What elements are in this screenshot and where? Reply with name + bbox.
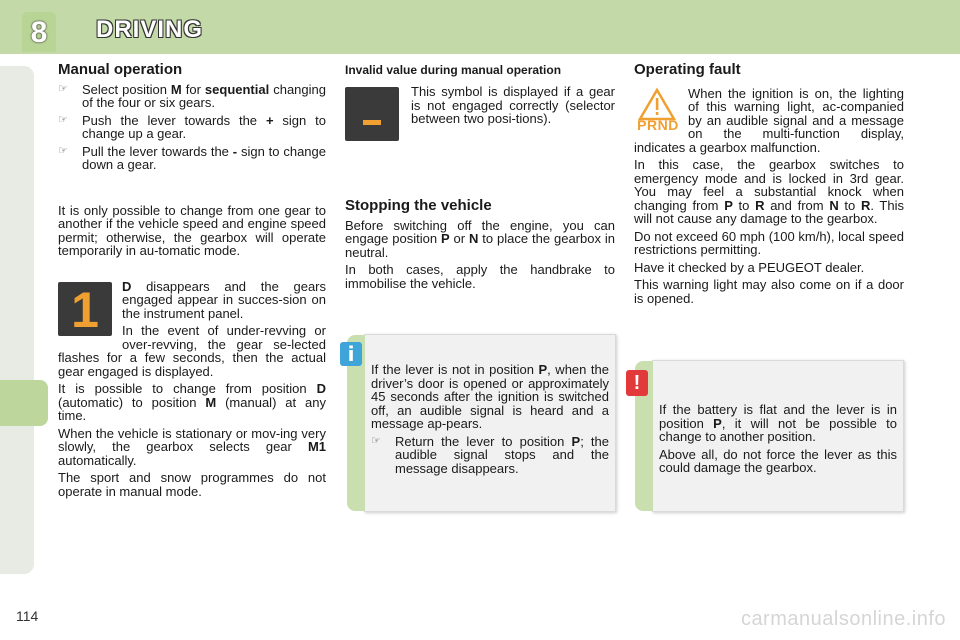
pointer-hand-icon: ☞ — [58, 82, 68, 95]
stationary-paragraph: When the vehicle is stationary or mov-ing very slowly, the gearbox selects gear M1 automatically. — [58, 425, 326, 468]
list-item: ☞ Push the lever towards the + sign to change up a gear. — [58, 112, 327, 141]
d-to-m-paragraph: It is possible to change from position D (automatic) to position M (manual) at any time. — [58, 381, 326, 423]
sport-snow-paragraph: The sport and snow programmes do not operate in manual mode. — [58, 470, 326, 499]
manual-operation-heading: Manual operation — [58, 61, 183, 78]
warning-note-box — [652, 360, 904, 512]
warning-icon: ! — [626, 370, 648, 396]
prnd-label: PRND — [637, 116, 679, 133]
gear-display-block — [58, 280, 326, 379]
list-item: ☞ Pull the lever towards the - sign to change down a gear. — [58, 143, 326, 172]
list-item: ☞ Select position M for sequential changing of the four or six gears. — [58, 81, 326, 110]
gear-change-paragraph: It is only possible to change from one gear to another if the vehicle speed and engine speed permit; otherwise, the gearbox will operate temporarily in au-tomatic mode. — [58, 202, 326, 258]
info-note-box — [364, 334, 616, 512]
info-note-paragraph: If the lever is not in position P, when the driver’s door is opened or approximately 45 seconds after the ignition is switched off, an audible signal is heard and a message ap-pears. — [371, 362, 609, 431]
invalid-value-block — [345, 85, 615, 126]
warning-note-paragraph-2: Above all, do not force the lever as this could damage the gearbox. — [659, 446, 897, 475]
watermark: carmanualsonline.info — [740, 608, 946, 630]
gear-one-digit: 1 — [71, 281, 99, 338]
pointer-hand-icon: ☞ — [371, 434, 381, 447]
fault-block — [634, 87, 904, 155]
pointer-hand-icon: ☞ — [58, 144, 68, 157]
invalid-gear-icon — [345, 87, 399, 141]
pointer-hand-icon: ☞ — [58, 113, 68, 126]
warning-note-paragraph-1: If the battery is flat and the lever is in position P, it will not be possible to change to another position. — [659, 402, 898, 444]
stopping-heading: Stopping the vehicle — [345, 197, 492, 214]
revving-paragraph: In the event of under-revving or over-revving, the gear se-lected flashes for a few seconds, then the actual gear engaged is displayed. — [58, 323, 326, 379]
operating-fault-heading: Operating fault — [634, 61, 741, 78]
info-icon: i — [340, 342, 362, 366]
d-disappears-paragraph: D disappears and the gears engaged appear in succes-sion on the instrument panel. — [122, 278, 326, 321]
page-number: 114 — [16, 608, 39, 624]
stopping-paragraph-1: Before switching off the engine, you can engage position P or N to place the gearbox in neutral. — [345, 217, 615, 260]
middle-column — [345, 64, 615, 294]
side-margin-strip — [0, 66, 34, 574]
fault-paragraph-4: Have it checked by a PEUGEOT dealer. — [634, 259, 865, 275]
fault-paragraph-2: In this case, the gearbox switches to emergency mode and is locked in 3rd gear. You may feel a substantial knock when changing from P to R and from N to R. This will not cause any damage to the gearbox. — [634, 157, 904, 226]
operating-fault-section — [634, 63, 904, 309]
chapter-number: 8 — [22, 12, 56, 52]
list-item: ☞ Return the lever to position P; the audible signal stops and the message disappears. — [371, 433, 610, 476]
manual-operation-section — [58, 63, 326, 502]
fault-paragraph-1: When the ignition is on, the lighting of this warning light, ac-companied by an audible signal and a message on the multi-function display, indicates a gearbox malfunction. — [634, 85, 904, 155]
invalid-value-heading: Invalid value during manual operation — [345, 63, 562, 77]
chapter-title: DRIVING — [96, 16, 204, 43]
fault-paragraph-3: Do not exceed 60 mph (100 km/h), local speed restrictions permitting. — [634, 228, 904, 257]
invalid-value-text: This symbol is displayed if a gear is not engaged correctly (selector between two posi-tions). — [411, 84, 615, 126]
stopping-paragraph-2: In both cases, apply the handbrake to immobilise the vehicle. — [345, 262, 615, 291]
chapter-tab — [0, 380, 48, 426]
prnd-warning-icon — [634, 87, 684, 139]
gear-dash-symbol — [363, 120, 381, 125]
fault-paragraph-5: This warning light may also come on if a door is opened. — [634, 277, 904, 306]
gear-display-icon — [58, 282, 112, 336]
